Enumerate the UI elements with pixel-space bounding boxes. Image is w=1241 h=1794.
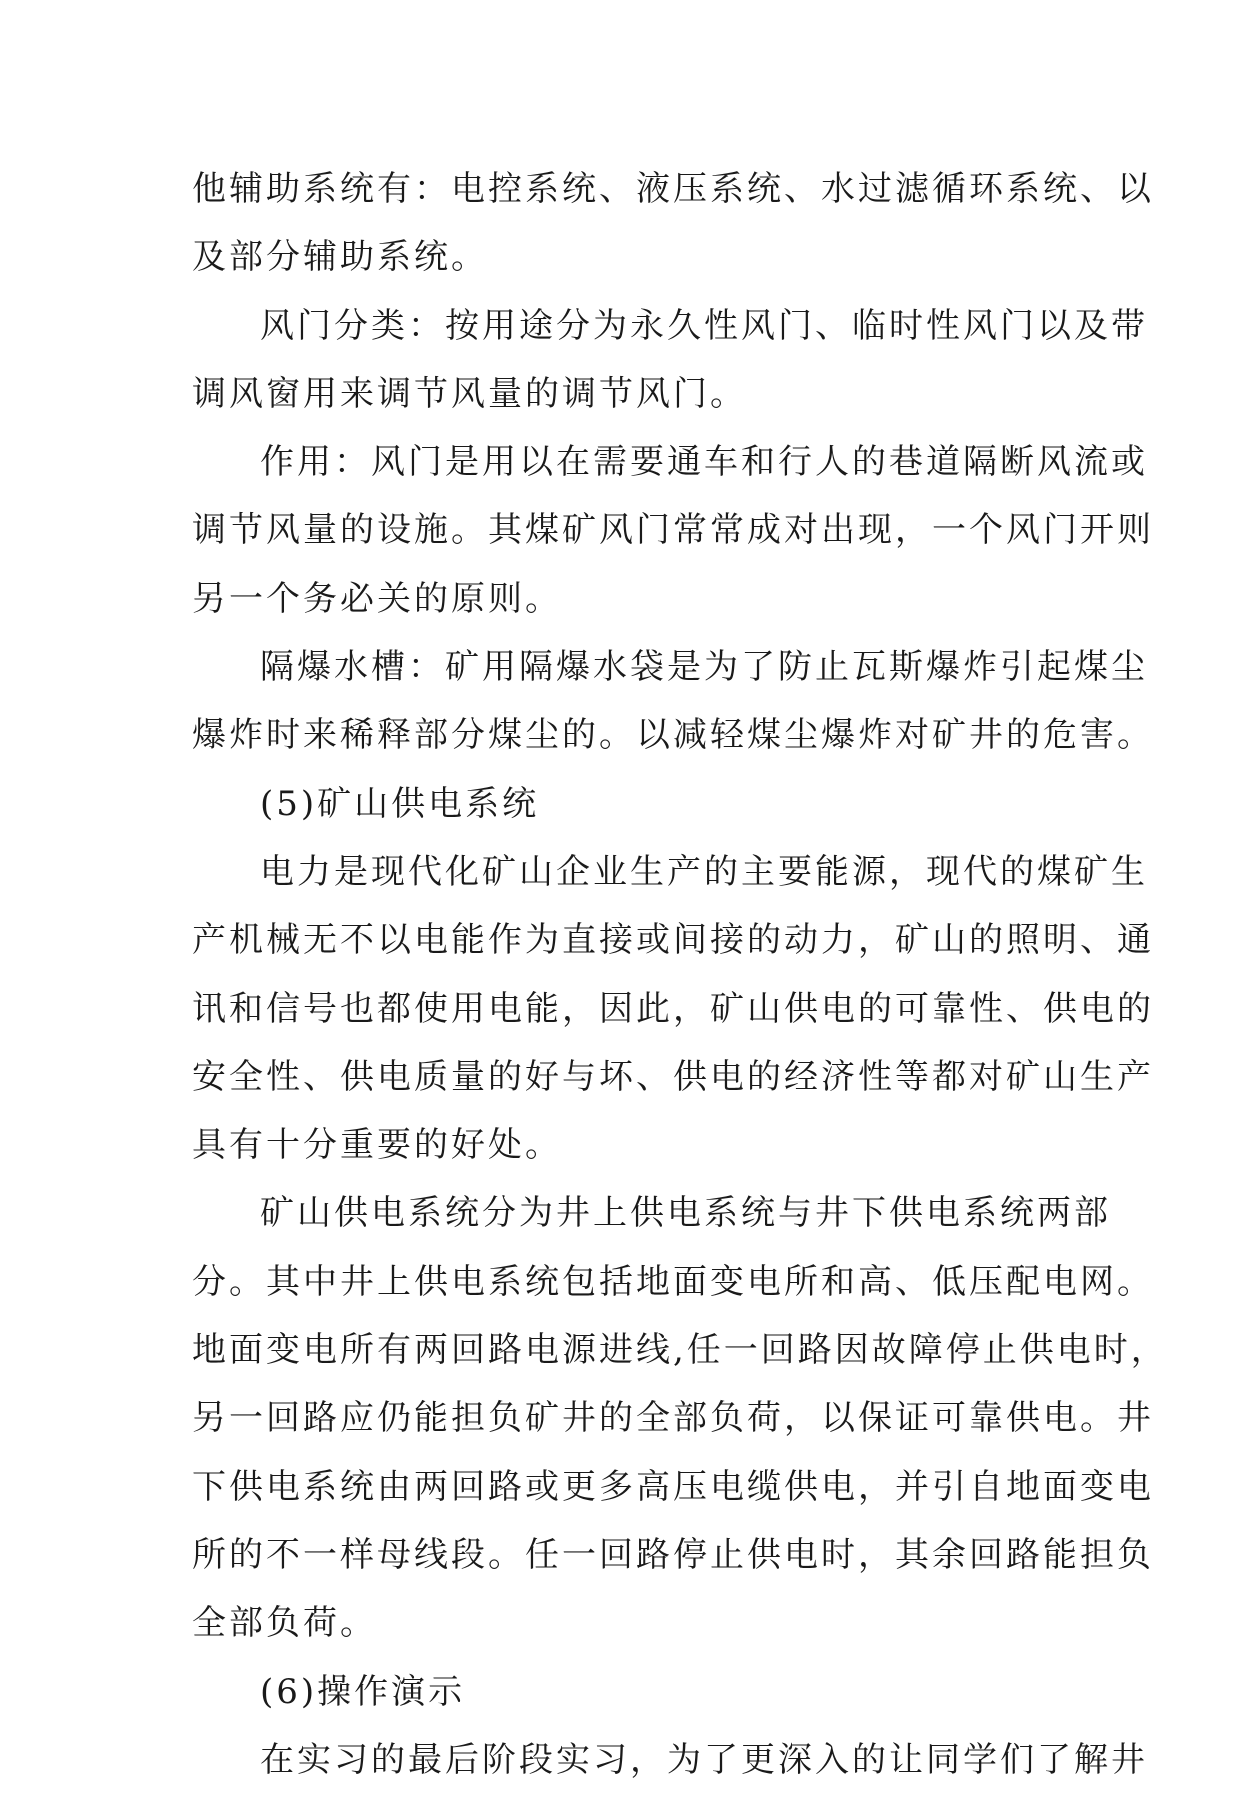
section-heading-demonstration: (6)操作演示 (260, 1671, 466, 1712)
section-heading-power-supply: (5)矿山供电系统 (260, 783, 540, 824)
text-line-16: 矿山供电系统分为井上供电系统与井下供电系统两部 (260, 1193, 1111, 1234)
text-line-5: 作用：风门是用以在需要通车和行人的巷道隔断风流或 (260, 442, 1148, 483)
text-line-15: 具有十分重要的好处。 (192, 1125, 562, 1166)
text-line-22: 全部负荷。 (192, 1603, 377, 1644)
text-line-2: 及部分辅助系统。 (192, 237, 488, 278)
text-line-3: 风门分类：按用途分为永久性风门、临时性风门以及带 (260, 305, 1148, 346)
body-text (192, 155, 1168, 1794)
text-line-18: 地面变电所有两回路电源进线,任一回路因故障停止供电时， (192, 1330, 1168, 1371)
text-line-7: 另一个务必关的原则。 (192, 578, 562, 619)
text-line-19: 另一回路应仍能担负矿井的全部负荷，以保证可靠供电。井 (192, 1398, 1154, 1439)
text-line-14: 安全性、供电质量的好与坏、供电的经济性等都对矿山生产 (192, 1056, 1154, 1097)
text-line-20: 下供电系统由两回路或更多高压电缆供电，并引自地面变电 (192, 1466, 1154, 1507)
text-line-13: 讯和信号也都使用电能，因此，矿山供电的可靠性、供电的 (192, 988, 1154, 1029)
text-line-8: 隔爆水槽：矿用隔爆水袋是为了防止瓦斯爆炸引起煤尘 (260, 647, 1148, 688)
text-line-17: 分。其中井上供电系统包括地面变电所和高、低压配电网。 (192, 1261, 1154, 1302)
text-line-12: 产机械无不以电能作为直接或间接的动力，矿山的照明、通 (192, 920, 1154, 961)
text-line-21: 所的不一样母线段。任一回路停止供电时，其余回路能担负 (192, 1534, 1154, 1575)
text-line-9: 爆炸时来稀释部分煤尘的。以减轻煤尘爆炸对矿井的危害。 (192, 715, 1154, 756)
text-line-1: 他辅助系统有：电控系统、液压系统、水过滤循环系统、以 (192, 169, 1154, 209)
text-line-6: 调节风量的设施。其煤矿风门常常成对出现，一个风门开则 (192, 510, 1154, 551)
text-line-4: 调风窗用来调节风量的调节风门。 (192, 373, 747, 414)
text-line-24: 在实习的最后阶段实习，为了更深入的让同学们了解井 (260, 1739, 1148, 1780)
text-line-11: 电力是现代化矿山企业生产的主要能源，现代的煤矿生 (260, 851, 1148, 892)
